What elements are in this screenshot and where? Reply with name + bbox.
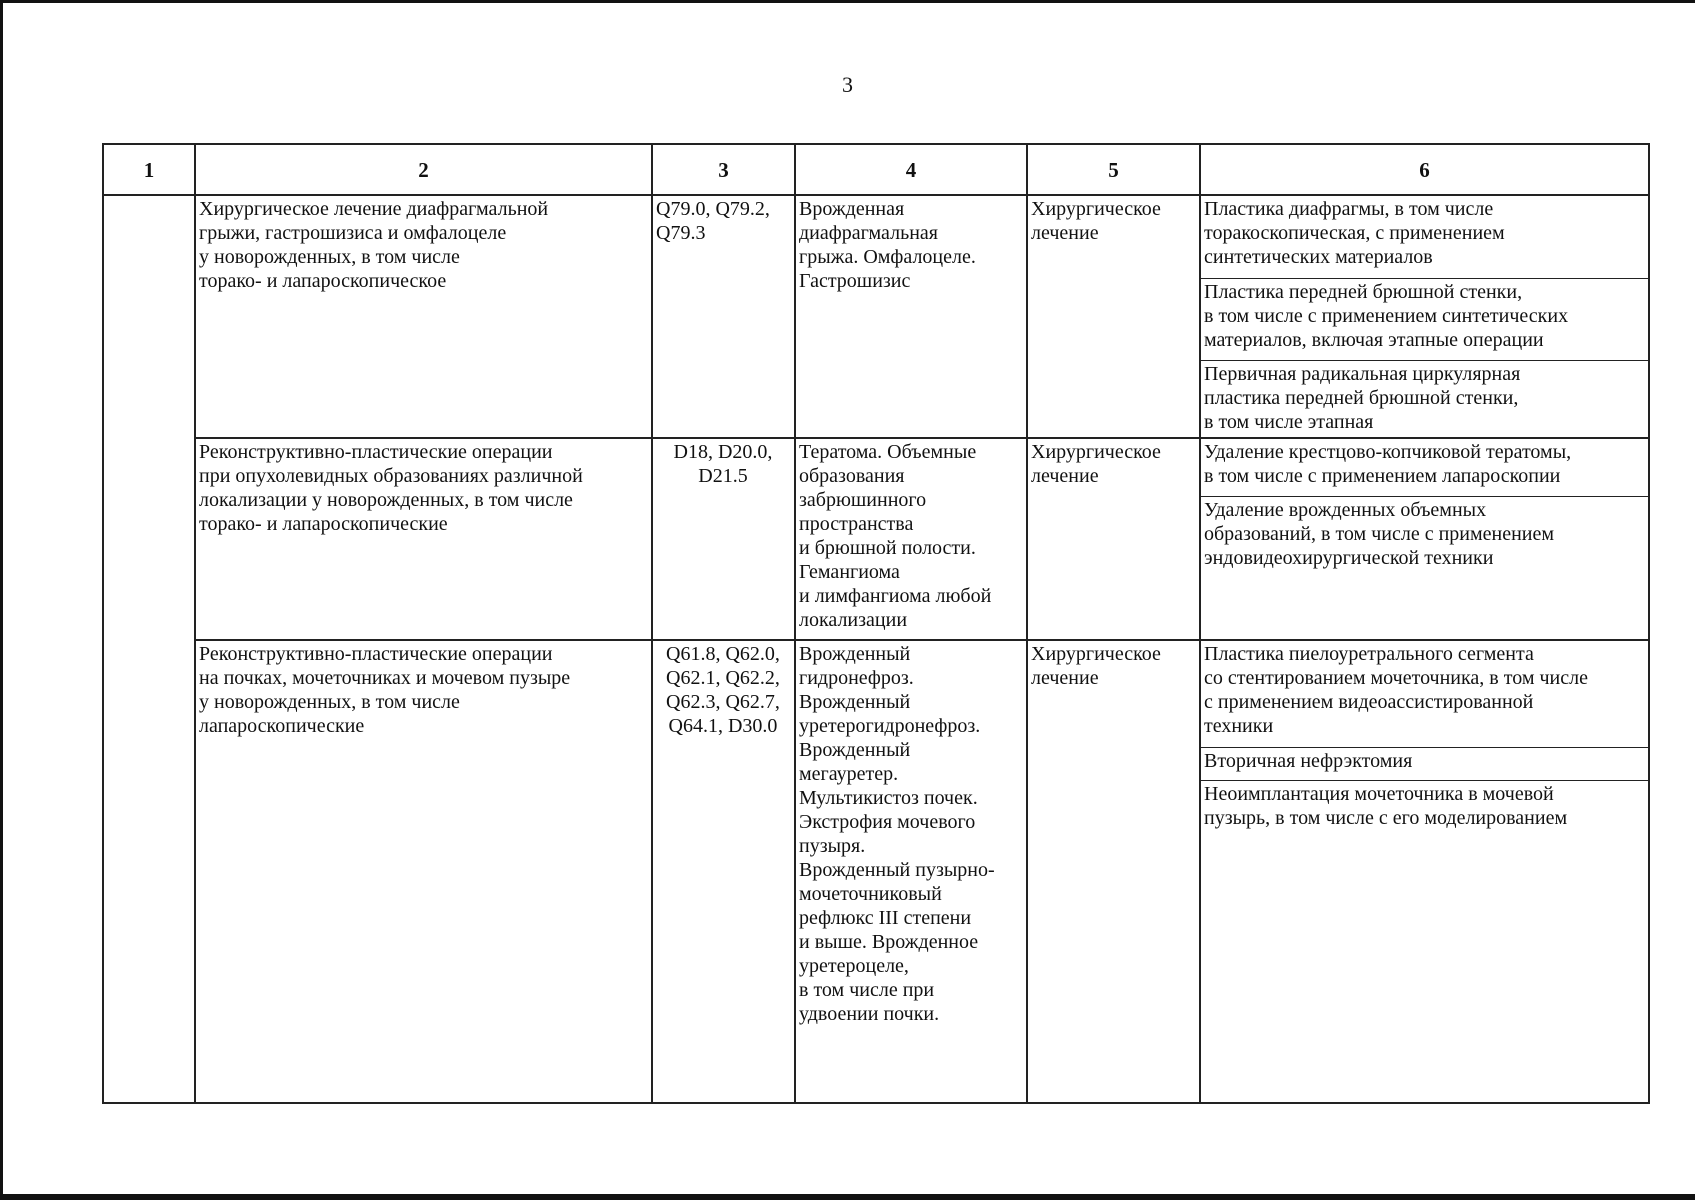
text-line: у новорожденных, в том числе — [199, 691, 460, 713]
text-line: Q62.3, Q62.7, — [666, 691, 780, 713]
text-line: в том числе с применением лапароскопии — [1204, 465, 1561, 487]
text-line: эндовидеохирургической техники — [1204, 547, 1494, 569]
text-line: образований, в том числе с применением — [1204, 523, 1555, 545]
text-line: D21.5 — [698, 465, 748, 487]
text-line: Реконструктивно-пластические операции — [199, 441, 553, 463]
text-line: у новорожденных, в том числе — [199, 246, 460, 268]
text-line: Q62.1, Q62.2, — [666, 667, 780, 689]
text-line: материалов, включая этапные операции — [1204, 329, 1544, 351]
text-line: Q64.1, D30.0 — [668, 715, 778, 737]
treatment-method-item — [1201, 641, 1648, 747]
text-line: рефлюкс III степени — [799, 907, 972, 929]
scan-border-left — [0, 0, 3, 1200]
treatment-method-item — [1201, 360, 1648, 437]
row-number-cell — [103, 195, 195, 1103]
text-line: лечение — [1031, 222, 1099, 244]
text-line: локализации — [799, 609, 908, 631]
text-line: забрюшинного — [799, 489, 927, 511]
text-line: с применением видеоассистированной — [1204, 691, 1534, 713]
text-line: Пластика передней брюшной стенки, — [1204, 281, 1523, 303]
text-line: со стентированием мочеточника, в том числе — [1204, 667, 1588, 689]
text-line: техники — [1204, 715, 1274, 737]
header-col-5: 5 — [1027, 144, 1200, 195]
scan-border-top — [0, 0, 1695, 3]
text-line: грыжи, гастрошизиса и омфалоцеле — [199, 222, 507, 244]
text-line: уретерогидронефроз. — [799, 715, 981, 737]
treatment-type-cell — [1027, 640, 1200, 1103]
text-line: диафрагмальная — [799, 222, 938, 244]
text-line: и лимфангиома любой — [799, 585, 992, 607]
icd-codes-cell — [652, 438, 795, 640]
table-row — [103, 195, 1649, 438]
text-line: пузыря. — [799, 835, 866, 857]
table-header-row — [103, 144, 1649, 195]
text-line: Пластика пиелоуретрального сегмента — [1204, 643, 1534, 665]
text-line: D18, D20.0, — [673, 441, 773, 463]
treatment-method-item — [1201, 196, 1648, 278]
icd-codes-cell — [652, 640, 795, 1103]
page-number: 3 — [842, 72, 853, 97]
medical-procedures-table — [102, 143, 1650, 1104]
text-line: Хирургическое — [1031, 441, 1161, 463]
text-line: Врожденный — [799, 643, 911, 665]
text-line: на почках, мочеточниках и мочевом пузыре — [199, 667, 571, 689]
text-line: торако- и лапароскопические — [199, 513, 448, 535]
text-line: Врожденная — [799, 198, 905, 220]
text-line: Реконструктивно-пластические операции — [199, 643, 553, 665]
text-line: при опухолевидных образованиях различной — [199, 465, 583, 487]
text-line: Q61.8, Q62.0, — [666, 643, 780, 665]
treatment-method-cell — [1200, 438, 1649, 640]
text-line: Хирургическое — [1031, 643, 1161, 665]
text-line: и выше. Врожденное — [799, 931, 979, 953]
text-line: Q79.3 — [656, 222, 706, 244]
treatment-method-item — [1201, 780, 1648, 1102]
text-line: удвоении почки. — [799, 1003, 940, 1025]
text-line: и брюшной полости. — [799, 537, 976, 559]
text-line: Экстрофия мочевого — [799, 811, 976, 833]
text-line: Врожденный — [799, 739, 911, 761]
table-row — [103, 640, 1649, 1103]
text-line: лечение — [1031, 667, 1099, 689]
treatment-method-cell — [1200, 195, 1649, 438]
text-line: грыжа. Омфалоцеле. — [799, 246, 976, 268]
text-line: Q79.0, Q79.2, — [656, 198, 770, 220]
treatment-method-item — [1201, 747, 1648, 780]
text-line: Гастрошизис — [799, 270, 911, 292]
treatment-method-item — [1201, 496, 1648, 638]
header-col-3: 3 — [652, 144, 795, 195]
treatment-method-item — [1201, 439, 1648, 496]
header-col-2: 2 — [195, 144, 652, 195]
scan-border-bottom — [0, 1194, 1695, 1200]
text-line: Врожденный — [799, 691, 911, 713]
text-line: мочеточниковый — [799, 883, 942, 905]
text-line: Врожденный пузырно- — [799, 859, 995, 881]
text-line: Удаление крестцово-копчиковой тератомы, — [1204, 441, 1572, 463]
text-line: в том числе этапная — [1204, 411, 1374, 433]
text-line: гидронефроз. — [799, 667, 914, 689]
text-line: Мультикистоз почек. — [799, 787, 978, 809]
text-line: пузырь, в том числе с его моделированием — [1204, 807, 1568, 829]
text-line: торакоскопическая, с применением — [1204, 222, 1505, 244]
text-line: Гемангиома — [799, 561, 900, 583]
table-row — [103, 438, 1649, 640]
header-col-6: 6 — [1200, 144, 1649, 195]
text-line: пространства — [799, 513, 914, 535]
treatment-method-cell — [1200, 640, 1649, 1103]
treatment-type-cell — [1027, 195, 1200, 438]
text-line: образования — [799, 465, 905, 487]
text-line: в том числе с применением синтетических — [1204, 305, 1569, 327]
text-line: Хирургическое лечение диафрагмальной — [199, 198, 549, 220]
text-line: торако- и лапароскопическое — [199, 270, 447, 292]
text-line: Первичная радикальная циркулярная — [1204, 363, 1521, 385]
text-line: уретероцеле, — [799, 955, 909, 977]
treatment-type-cell — [1027, 438, 1200, 640]
text-line: локализации у новорожденных, в том числе — [199, 489, 573, 511]
diagnosis-cell — [795, 640, 1027, 1103]
text-line: Неоимплантация мочеточника в мочевой — [1204, 783, 1554, 805]
text-line: синтетических материалов — [1204, 246, 1433, 268]
diagnosis-cell — [795, 438, 1027, 640]
procedure-name-cell — [195, 640, 652, 1103]
treatment-method-item — [1201, 278, 1648, 360]
procedure-name-cell — [195, 195, 652, 438]
text-line: мегауретер. — [799, 763, 899, 785]
header-col-4: 4 — [795, 144, 1027, 195]
procedure-name-cell — [195, 438, 652, 640]
icd-codes-cell — [652, 195, 795, 438]
text-line: пластика передней брюшной стенки, — [1204, 387, 1519, 409]
text-line: Пластика диафрагмы, в том числе — [1204, 198, 1494, 220]
text-line: в том числе при — [799, 979, 935, 1001]
text-line: Хирургическое — [1031, 198, 1161, 220]
header-col-1: 1 — [103, 144, 195, 195]
diagnosis-cell — [795, 195, 1027, 438]
text-line: Удаление врожденных объемных — [1204, 499, 1487, 521]
text-line: Тератома. Объемные — [799, 441, 977, 463]
text-line: Вторичная нефрэктомия — [1204, 750, 1413, 772]
text-line: лапароскопические — [199, 715, 365, 737]
text-line: лечение — [1031, 465, 1099, 487]
